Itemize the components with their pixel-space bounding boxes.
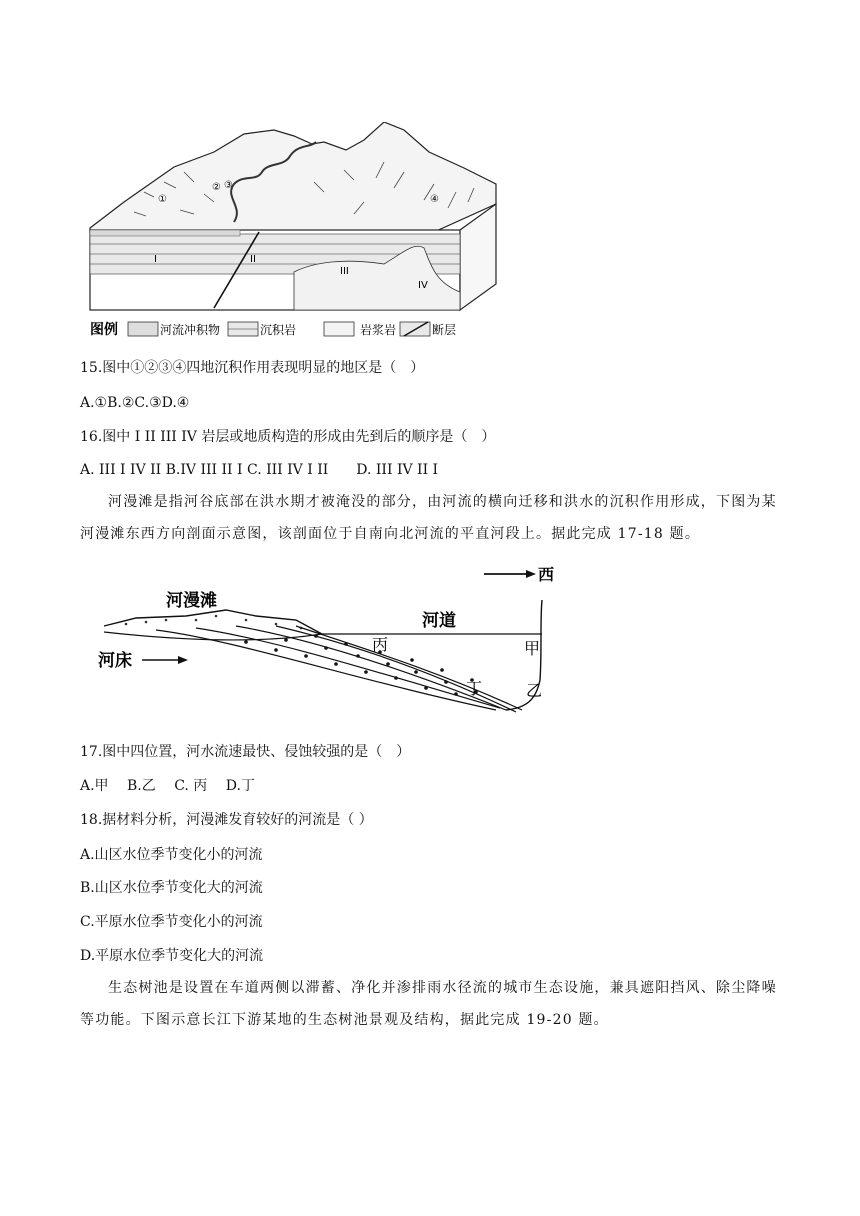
question-16: 16.图中 I II III IV 岩层或地质构造的形成由先到后的顺序是（ ） (80, 429, 496, 445)
question-18-option-c: C.平原水位季节变化小的河流 (80, 914, 263, 930)
site-label-3: ③ (224, 180, 233, 191)
site-label-2: ② (212, 182, 221, 193)
legend (90, 321, 456, 338)
point-label-bing: 丙 (372, 635, 389, 654)
point-label-jia: 甲 (524, 639, 541, 658)
point-label-yi: 乙 (526, 681, 543, 700)
point-label-ding: 丁 (466, 679, 483, 698)
sediment-layers (156, 626, 522, 712)
site-label-1: ① (158, 194, 167, 205)
geology-block-diagram (84, 122, 514, 344)
question-18-option-d: D.平原水位季节变化大的河流 (80, 948, 264, 964)
question-15-options: A.①B.②C.③D.④ (80, 395, 190, 411)
layer-label-I: I (154, 254, 157, 265)
question-18-option-b: B.山区水位季节变化大的河流 (80, 880, 263, 896)
question-18: 18.据材料分析，河漫滩发育较好的河流是（ ） (80, 812, 373, 828)
legend-title: 图例 (90, 322, 118, 338)
legend-label-sedimentary: 沉积岩 (260, 323, 297, 337)
direction-label: 西 (538, 565, 555, 584)
riverbed-label: 河床 (98, 651, 132, 671)
legend-label-alluvium: 河流冲积物 (160, 323, 221, 337)
legend-swatch-alluvium (128, 322, 158, 336)
mountain-surface (90, 122, 496, 232)
legend-swatch-igneous (324, 322, 354, 336)
question-17-options: A.甲 B.乙 C. 丙 D.丁 (80, 778, 255, 794)
legend-label-igneous: 岩浆岩 (360, 323, 397, 337)
question-18-option-a: A.山区水位季节变化小的河流 (80, 847, 263, 863)
layer-label-II: II (250, 254, 256, 265)
floodplain-label: 河漫滩 (166, 591, 217, 611)
layer-label-III: III (340, 266, 349, 277)
passage-tree-pool: 生态树池是设置在车道两侧以滞蓄、净化并渗排雨水径流的城市生态设施，兼具遮阳挡风、除尘降噪等功能。下图示意长江下游某地的生态树池景观及结构，据此完成 19-20 题。 (80, 980, 777, 1028)
alluvium-deposit (90, 230, 240, 236)
site-label-4: ④ (430, 194, 439, 205)
block-side-face (460, 204, 496, 310)
legend-label-fault: 断层 (432, 323, 457, 337)
channel-label: 河道 (422, 611, 456, 631)
question-16-options: A. III I IV II B.IV III II I C. III IV I II D. III IV II I (80, 462, 439, 478)
floodplain-cross-section (96, 560, 562, 718)
sediment-dots (244, 634, 478, 696)
question-17: 17.图中四位置，河水流速最快、侵蚀较强的是（ ） (80, 744, 411, 760)
question-15: 15.图中①②③④四地沉积作用表现明显的地区是（ ） (80, 360, 425, 376)
passage-floodplain: 河漫滩是指河谷底部在洪水期才被淹没的部分，由河流的横向迁移和洪水的沉积作用形成，下图为某河漫滩东西方向剖面示意图，该剖面位于自南向北河流的平直河段上。据此完成 17-18 题。 (80, 494, 777, 542)
layer-label-IV: IV (418, 280, 428, 291)
